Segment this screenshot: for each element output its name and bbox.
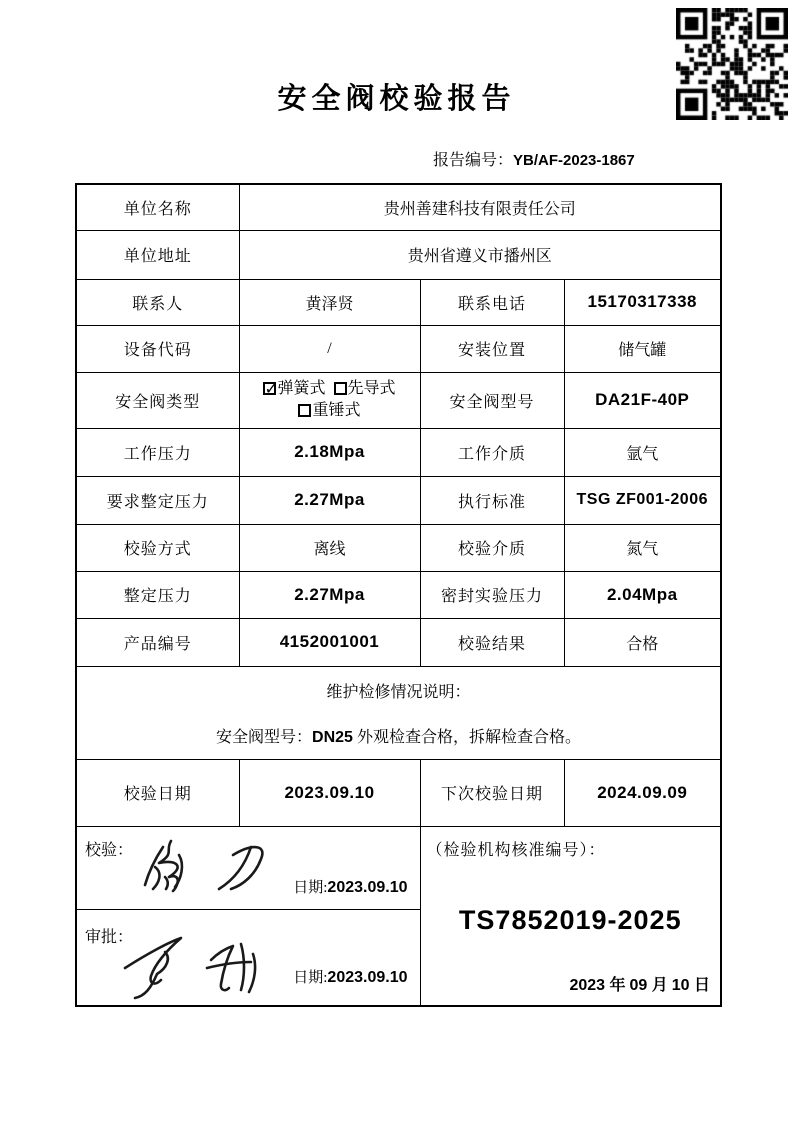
verify-method-value: 离线 [239,524,420,571]
product-no-label: 产品编号 [76,618,239,666]
report-number-value: YB/AF-2023-1867 [513,152,635,169]
valve-type-options [239,372,420,428]
working-pressure-value: 2.18Mpa [239,428,420,476]
row-working-pressure [76,428,721,476]
verifier-label: 校验： [85,841,134,859]
checkbox-unchecked-icon [334,382,347,395]
valve-model-label: 安全阀型号 [420,372,564,428]
verifier-date-line: 日期:2023.09.10 [293,878,408,896]
row-maintenance-note [76,666,721,759]
contact-value: 黄泽贤 [239,279,420,325]
row-device-code [76,325,721,372]
standard-label: 执行标准 [420,476,564,524]
valve-type-option-spring: ✓弹簧式 [263,378,325,400]
unit-name-label: 单位名称 [76,184,239,230]
row-set-pressure [76,571,721,618]
report-number-label: 报告编号： [433,152,514,169]
agency-approval-number: TS7852019-2025 [458,904,682,935]
valve-type-option-weight: 重锤式 [298,400,360,422]
approver-cell [76,909,420,1006]
row-product-no [76,618,721,666]
install-location-value: 储气罐 [564,325,721,372]
contact-phone-label: 联系电话 [420,279,564,325]
unit-name-value: 贵州善建科技有限责任公司 [239,184,721,230]
valve-type-option-pilot: 先导式 [334,378,396,400]
contact-phone-value: 15170317338 [564,279,721,325]
contact-label: 联系人 [76,279,239,325]
set-pressure-label: 整定压力 [76,571,239,618]
verify-method-label: 校验方式 [76,524,239,571]
report-number-line [433,147,635,170]
working-pressure-label: 工作压力 [76,428,239,476]
product-no-value: 4152001001 [239,618,420,666]
row-verify-method [76,524,721,571]
row-verifier-signature [76,826,721,909]
maintenance-note-title: 维护检修情况说明： [326,683,471,701]
row-unit-address [76,230,721,279]
working-medium-label: 工作介质 [420,428,564,476]
device-code-label: 设备代码 [76,325,239,372]
row-valve-type [76,372,721,428]
maintenance-note-content: 安全阀型号：DN25 外观检查合格，拆解检查合格。 [216,728,581,746]
approver-label: 审批： [85,928,134,946]
agency-label: （检验机构核准编号）： [426,841,606,859]
agency-date: 2023 年 09 月 10 日 [569,977,711,994]
valve-model-value: DA21F-40P [564,372,721,428]
required-set-pressure-value: 2.27Mpa [239,476,420,524]
standard-value: TSG ZF001-2006 [564,476,721,524]
device-code-value: / [239,325,420,372]
page-title: 安全阀校验报告 [277,83,516,115]
verify-result-label: 校验结果 [420,618,564,666]
seal-test-pressure-label: 密封实验压力 [420,571,564,618]
install-location-label: 安装位置 [420,325,564,372]
verify-date-value: 2023.09.10 [239,759,420,826]
verify-result-value: 合格 [564,618,721,666]
verify-medium-label: 校验介质 [420,524,564,571]
unit-address-label: 单位地址 [76,230,239,279]
checkbox-checked-icon [263,382,276,395]
row-required-set-pressure [76,476,721,524]
row-contact [76,279,721,325]
working-medium-value: 氩气 [564,428,721,476]
agency-cell [420,826,721,1006]
verify-date-label: 校验日期 [76,759,239,826]
checkbox-unchecked-icon [298,404,311,417]
row-verify-date [76,759,721,826]
approver-date-line: 日期:2023.09.10 [293,969,408,986]
next-verify-date-label: 下次校验日期 [420,759,564,826]
verify-medium-value: 氮气 [564,524,721,571]
valve-type-label: 安全阀类型 [76,372,239,428]
required-set-pressure-label: 要求整定压力 [76,476,239,524]
report-table [75,183,722,1007]
maintenance-note [76,666,721,759]
verifier-cell [76,826,420,909]
unit-address-value: 贵州省遵义市播州区 [239,230,721,279]
next-verify-date-value: 2024.09.09 [564,759,721,826]
qr-code-icon [676,8,788,120]
row-unit-name [76,184,721,230]
seal-test-pressure-value: 2.04Mpa [564,571,721,618]
set-pressure-value: 2.27Mpa [239,571,420,618]
